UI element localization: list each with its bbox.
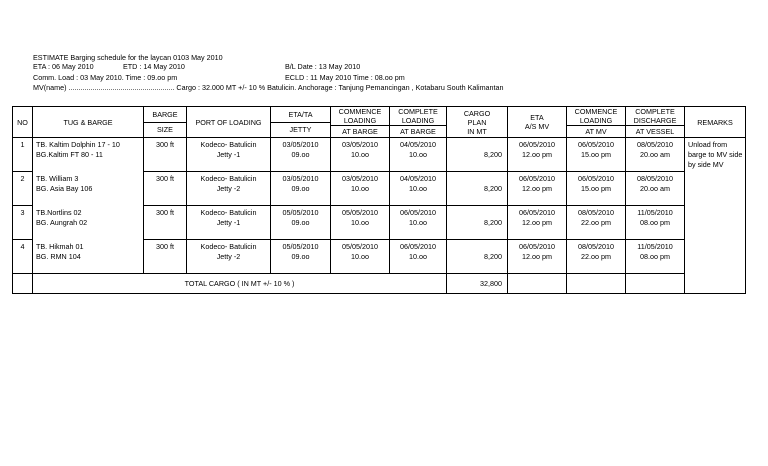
row-complete-discharge: 08/05/2010 20.oo am <box>626 138 685 172</box>
table-row <box>13 138 746 172</box>
table-row <box>13 240 746 274</box>
col-complete-discharge: COMPLETE DISCHARGE AT VESSEL <box>626 107 685 138</box>
row-complete-discharge: 11/05/2010 08.oo pm <box>626 206 685 240</box>
row-commence-loading: 03/05/2010 10.oo <box>331 138 390 172</box>
ecld-info: ECLD : 11 May 2010 Time : 08.oo pm <box>285 73 405 82</box>
row-no: 2 <box>13 172 33 206</box>
remarks-cell: Unload from barge to MV side by side MV <box>685 138 746 294</box>
row-tug-barge: TB. Kaltim Dolphin 17 - 10 BG.Kaltim FT 80 - 11 <box>33 138 144 172</box>
col-commence-loading-barge: COMMENCE LOADING AT BARGE <box>331 107 390 138</box>
total-empty-cell <box>626 274 685 294</box>
row-cargo-plan: 8,200 <box>447 138 508 172</box>
row-cargo-plan: 8,200 <box>447 240 508 274</box>
col-eta-jetty: ETA/TA JETTY <box>271 107 331 138</box>
total-cargo-value: 32,800 <box>447 274 508 294</box>
row-barge-size: 300 ft <box>144 240 187 274</box>
row-eta-jetty: 05/05/2010 09.oo <box>271 206 331 240</box>
row-commence-loading-mv: 08/05/2010 22.oo pm <box>567 206 626 240</box>
row-no: 1 <box>13 138 33 172</box>
barging-schedule-table <box>12 106 746 294</box>
row-commence-loading-mv: 06/05/2010 15.oo pm <box>567 138 626 172</box>
row-commence-loading: 03/05/2010 10.oo <box>331 172 390 206</box>
row-complete-loading: 06/05/2010 10.oo <box>390 240 447 274</box>
row-eta-jetty: 05/05/2010 09.oo <box>271 240 331 274</box>
row-complete-loading: 04/05/2010 10.oo <box>390 138 447 172</box>
col-remarks: REMARKS <box>685 107 746 138</box>
row-cargo-plan: 8,200 <box>447 206 508 240</box>
row-barge-size: 300 ft <box>144 206 187 240</box>
row-commence-loading-mv: 06/05/2010 15.oo pm <box>567 172 626 206</box>
total-no-cell <box>13 274 33 294</box>
row-commence-loading: 05/05/2010 10.oo <box>331 206 390 240</box>
row-tug-barge: TB. Hikmah 01 BG. RMN 104 <box>33 240 144 274</box>
col-eta-mv: ETA A/S MV <box>508 107 567 138</box>
table-row <box>13 172 746 206</box>
col-complete-loading-barge: COMPLETE LOADING AT BARGE <box>390 107 447 138</box>
row-tug-barge: TB. William 3 BG. Asia Bay 106 <box>33 172 144 206</box>
commence-load-info: Comm. Load : 03 May 2010. Time : 09.oo pm <box>33 73 178 82</box>
table-header-row <box>13 107 746 138</box>
schedule-title: ESTIMATE Barging schedule for the laycan 0103 May 2010 <box>33 53 223 62</box>
bl-date-info: B/L Date : 13 May 2010 <box>285 62 361 71</box>
row-commence-loading: 05/05/2010 10.oo <box>331 240 390 274</box>
row-eta-jetty: 03/05/2010 09.oo <box>271 172 331 206</box>
col-commence-loading-mv: COMMENCE LOADING AT MV <box>567 107 626 138</box>
row-barge-size: 300 ft <box>144 138 187 172</box>
table-row <box>13 206 746 240</box>
row-port: Kodeco- Batulicin Jetty -2 <box>187 172 271 206</box>
vessel-cargo-info: MV(name) ..................................................... Cargo : 32.000 MT +/- 10 % Batulicin. Anchorage : Tanjung Pemancingan , Kotabaru South Kalimantan <box>33 83 504 92</box>
row-eta-mv: 06/05/2010 12.oo pm <box>508 240 567 274</box>
total-cargo-label: TOTAL CARGO ( IN MT +/- 10 % ) <box>33 274 447 294</box>
row-complete-loading: 04/05/2010 10.oo <box>390 172 447 206</box>
row-complete-discharge: 08/05/2010 20.oo am <box>626 172 685 206</box>
row-eta-jetty: 03/05/2010 09.oo <box>271 138 331 172</box>
row-no: 4 <box>13 240 33 274</box>
row-port: Kodeco- Batulicin Jetty -1 <box>187 138 271 172</box>
row-tug-barge: TB.Nortlins 02 BG. Aungrah 02 <box>33 206 144 240</box>
row-no: 3 <box>13 206 33 240</box>
row-eta-mv: 06/05/2010 12.oo pm <box>508 206 567 240</box>
row-complete-discharge: 11/05/2010 08.oo pm <box>626 240 685 274</box>
col-barge-size: BARGE SIZE <box>144 107 187 138</box>
row-port: Kodeco- Batulicin Jetty -1 <box>187 206 271 240</box>
col-cargo-plan: CARGO PLAN IN MT <box>447 107 508 138</box>
row-barge-size: 300 ft <box>144 172 187 206</box>
row-cargo-plan: 8,200 <box>447 172 508 206</box>
col-port-of-loading: PORT OF LOADING <box>187 107 271 138</box>
col-tug-barge: TUG & BARGE <box>33 107 144 138</box>
row-complete-loading: 06/05/2010 10.oo <box>390 206 447 240</box>
row-commence-loading-mv: 08/05/2010 22.oo pm <box>567 240 626 274</box>
row-port: Kodeco- Batulicin Jetty -2 <box>187 240 271 274</box>
col-no: NO <box>13 107 33 138</box>
total-row <box>13 274 746 294</box>
row-eta-mv: 06/05/2010 12.oo pm <box>508 172 567 206</box>
total-empty-cell <box>508 274 567 294</box>
row-eta-mv: 06/05/2010 12.oo pm <box>508 138 567 172</box>
etd-info: ETD : 14 May 2010 <box>123 62 185 71</box>
eta-info: ETA : 06 May 2010 <box>33 62 94 71</box>
total-empty-cell <box>567 274 626 294</box>
